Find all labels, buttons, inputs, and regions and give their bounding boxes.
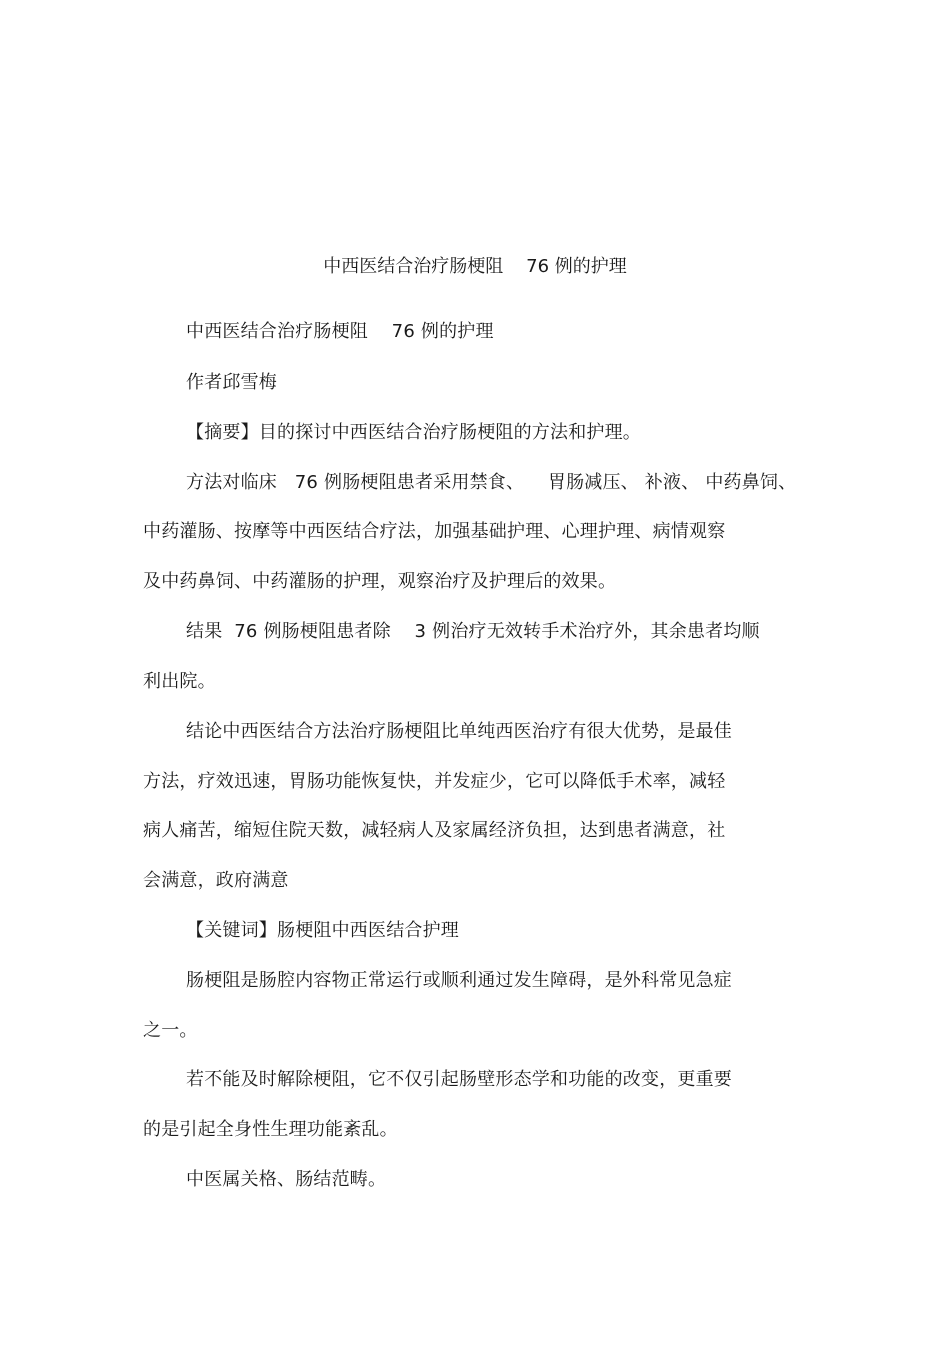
abstract-method-line-1: 方法对临床 76 例肠梗阻患者采用禁食、 胃肠减压、 补液、 中药鼻饲、 bbox=[186, 472, 797, 493]
abstract-conclusion-line-3: 病人痛苦，缩短住院天数，减轻病人及家属经济负担，达到患者满意，社 bbox=[143, 820, 726, 841]
body-paragraph-2-line-1: 若不能及时解除梗阻，它不仅引起肠壁形态学和功能的改变，更重要 bbox=[186, 1069, 732, 1090]
body-paragraph-3-line-1: 中医属关格、肠结范畴。 bbox=[186, 1169, 387, 1190]
abstract-method-line-3: 及中药鼻饲、中药灌肠的护理，观察治疗及护理后的效果。 bbox=[143, 571, 617, 592]
body-paragraph-1-line-2: 之一。 bbox=[143, 1020, 198, 1041]
abstract-result-line-1: 结果 76 例肠梗阻患者除 3 例治疗无效转手术治疗外，其余患者均顺 bbox=[186, 621, 760, 642]
article-title-line: 中西医结合治疗肠梗阻 76 例的护理 bbox=[186, 321, 494, 342]
keywords-line: 【关键词】肠梗阻中西医结合护理 bbox=[186, 920, 459, 941]
abstract-method-line-2: 中药灌肠、按摩等中西医结合疗法，加强基础护理、心理护理、病情观察 bbox=[143, 521, 726, 542]
abstract-result-line-2: 利出院。 bbox=[143, 671, 216, 692]
abstract-purpose-line: 【摘要】目的探讨中西医结合治疗肠梗阻的方法和护理。 bbox=[186, 422, 641, 443]
abstract-conclusion-line-1: 结论中西医结合方法治疗肠梗阻比单纯西医治疗有很大优势，是最佳 bbox=[186, 721, 732, 742]
body-paragraph-2-line-2: 的是引起全身性生理功能紊乱。 bbox=[143, 1119, 398, 1140]
abstract-conclusion-line-4: 会满意，政府满意 bbox=[143, 870, 289, 891]
author-line: 作者邱雪梅 bbox=[186, 372, 277, 393]
document-title: 中西医结合治疗肠梗阻 76 例的护理 bbox=[323, 256, 627, 277]
abstract-conclusion-line-2: 方法，疗效迅速，胃肠功能恢复快，并发症少，它可以降低手术率，减轻 bbox=[143, 771, 726, 792]
body-paragraph-1-line-1: 肠梗阻是肠腔内容物正常运行或顺利通过发生障碍，是外科常见急症 bbox=[186, 970, 732, 991]
